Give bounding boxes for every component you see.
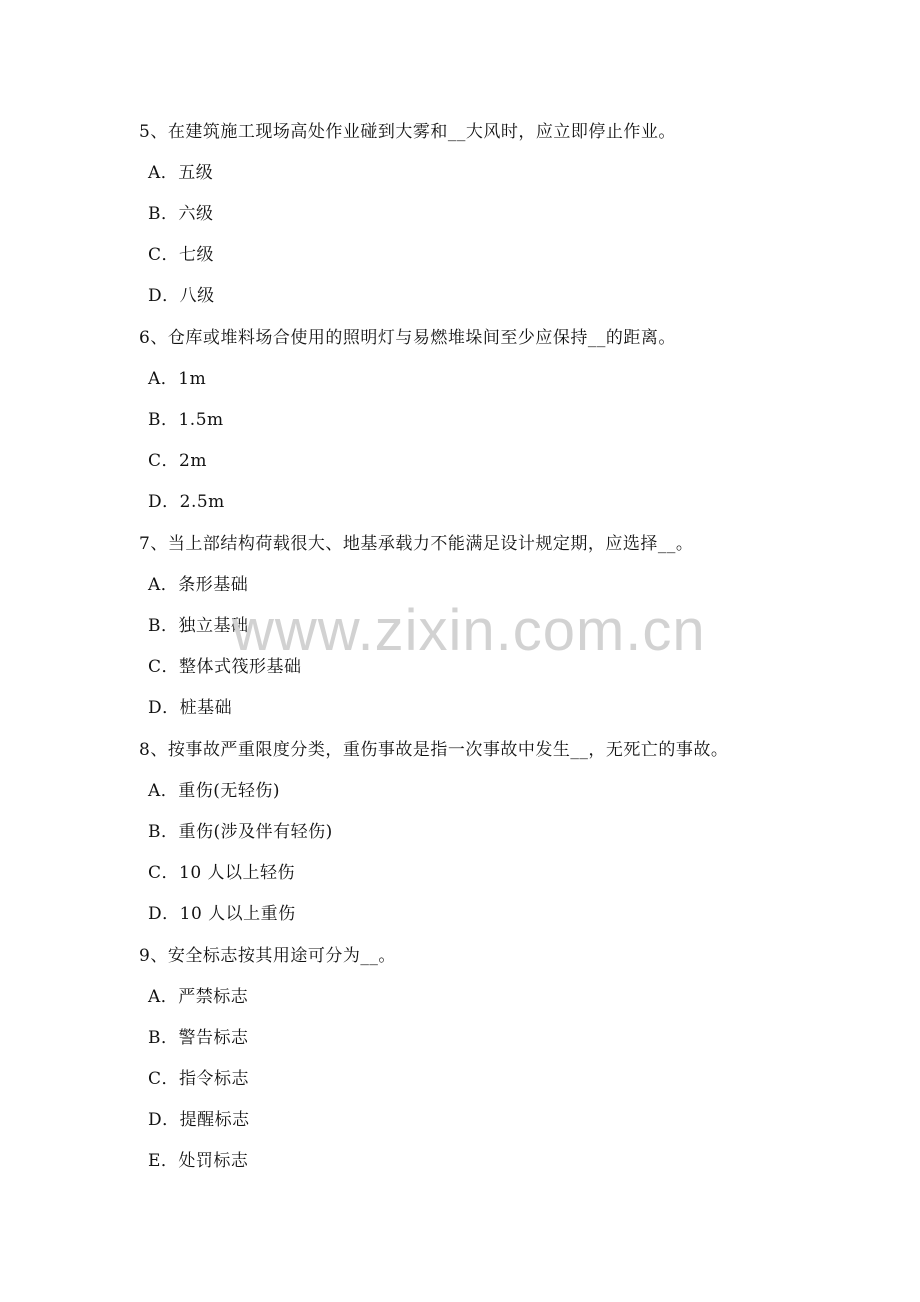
question-5-stem: 5、在建筑施工现场高处作业碰到大雾和__大风时，应立即停止作业。 <box>139 122 676 142</box>
question-7-option-b: B．独立基础 <box>148 616 249 636</box>
question-8-option-a: A．重伤(无轻伤) <box>148 781 281 801</box>
question-7-option-d: D．桩基础 <box>148 698 233 718</box>
question-5-option-d: D．八级 <box>148 286 215 306</box>
question-9-option-b: B．警告标志 <box>148 1028 249 1048</box>
question-7-option-c: C．整体式筏形基础 <box>148 657 302 677</box>
question-5-option-b: B．六级 <box>148 204 214 224</box>
question-9-stem: 9、安全标志按其用途可分为__。 <box>139 946 396 966</box>
question-9-option-e: E．处罚标志 <box>148 1151 249 1171</box>
question-8-option-c: C．10 人以上轻伤 <box>148 863 296 883</box>
question-8-stem: 8、按事故严重限度分类，重伤事故是指一次事故中发生__，无死亡的事故。 <box>139 740 729 760</box>
watermark: www.zixin.com.cn <box>232 598 706 663</box>
question-9-option-c: C．指令标志 <box>148 1069 250 1089</box>
question-8-option-b: B．重伤(涉及伴有轻伤) <box>148 822 333 842</box>
question-8-option-d: D．10 人以上重伤 <box>148 904 296 924</box>
question-6-option-c: C．2m <box>148 451 207 471</box>
question-7-option-a: A．条形基础 <box>148 575 249 595</box>
question-5-option-c: C．七级 <box>148 245 215 265</box>
question-9-option-d: D．提醒标志 <box>148 1110 250 1130</box>
question-7-stem: 7、当上部结构荷载很大、地基承载力不能满足设计规定期，应选择__。 <box>139 534 694 554</box>
question-5-option-a: A．五级 <box>148 163 214 183</box>
question-6-option-a: A．1m <box>148 369 207 389</box>
question-6-stem: 6、仓库或堆料场合使用的照明灯与易燃堆垛间至少应保持__的距离。 <box>139 328 676 348</box>
question-9-option-a: A．严禁标志 <box>148 987 249 1007</box>
question-6-option-d: D．2.5m <box>148 492 225 512</box>
question-6-option-b: B．1.5m <box>148 410 224 430</box>
